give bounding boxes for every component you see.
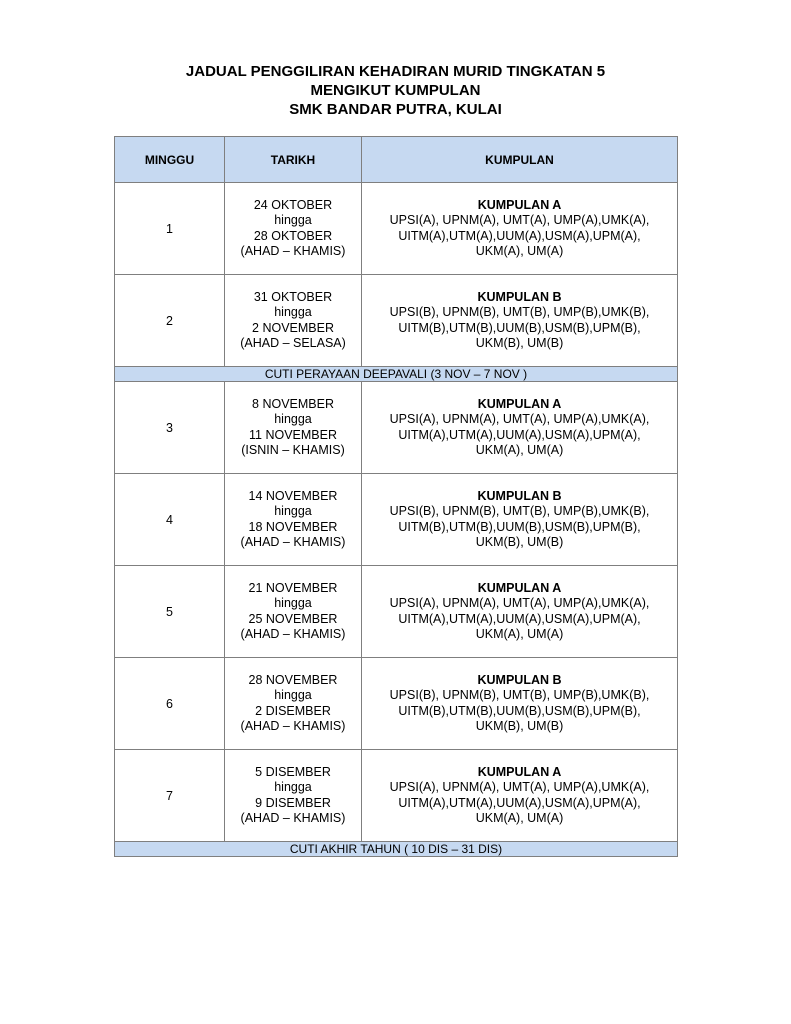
week-number: 7 bbox=[115, 750, 225, 842]
date-cell bbox=[225, 474, 362, 566]
title-line-2: MENGIKUT KUMPULAN bbox=[310, 82, 481, 99]
date-end: 28 OKTOBER bbox=[253, 228, 333, 243]
date-days: (ISNIN – KHAMIS) bbox=[241, 442, 345, 457]
date-cell bbox=[225, 658, 362, 750]
group-line: UKM(A), UM(A) bbox=[475, 626, 564, 641]
group-name: KUMPULAN B bbox=[477, 672, 562, 687]
group-line: UITM(A),UTM(A),UUM(A),USM(A),UPM(A), bbox=[398, 795, 641, 810]
date-cell bbox=[225, 566, 362, 658]
group-line: UKM(A), UM(A) bbox=[475, 243, 564, 258]
header-minggu: MINGGU bbox=[115, 137, 225, 183]
date-to: hingga bbox=[274, 596, 312, 611]
date-days: (AHAD – KHAMIS) bbox=[240, 243, 346, 258]
date-to: hingga bbox=[274, 688, 312, 703]
group-cell bbox=[362, 275, 678, 367]
date-end: 18 NOVEMBER bbox=[248, 519, 338, 534]
week-number: 3 bbox=[115, 382, 225, 474]
title-line-1: JADUAL PENGGILIRAN KEHADIRAN MURID TINGKATAN 5 bbox=[185, 63, 606, 80]
title-line-3: SMK BANDAR PUTRA, KULAI bbox=[289, 101, 502, 118]
week-number: 1 bbox=[115, 183, 225, 275]
holiday-deepavali: CUTI PERAYAAN DEEPAVALI (3 NOV – 7 NOV ) bbox=[115, 367, 678, 382]
date-to: hingga bbox=[274, 412, 312, 427]
group-name: KUMPULAN A bbox=[477, 580, 562, 595]
group-name: KUMPULAN B bbox=[477, 289, 562, 304]
date-start: 31 OKTOBER bbox=[253, 289, 333, 304]
group-line: UITM(A),UTM(A),UUM(A),USM(A),UPM(A), bbox=[398, 611, 641, 626]
group-name: KUMPULAN A bbox=[477, 764, 562, 779]
group-line: UKM(A), UM(A) bbox=[475, 442, 564, 457]
date-to: hingga bbox=[274, 780, 312, 795]
date-cell bbox=[225, 382, 362, 474]
date-days: (AHAD – KHAMIS) bbox=[240, 718, 346, 733]
schedule-table bbox=[114, 136, 678, 857]
date-cell bbox=[225, 750, 362, 842]
group-cell bbox=[362, 474, 678, 566]
table-row bbox=[115, 382, 678, 474]
group-cell bbox=[362, 382, 678, 474]
group-line: UITM(B),UTM(B),UUM(B),USM(B),UPM(B), bbox=[398, 703, 641, 718]
date-start: 21 NOVEMBER bbox=[248, 580, 338, 595]
table-row bbox=[115, 275, 678, 367]
date-cell bbox=[225, 275, 362, 367]
group-name: KUMPULAN B bbox=[477, 488, 562, 503]
week-number: 4 bbox=[115, 474, 225, 566]
date-end: 2 DISEMBER bbox=[255, 703, 331, 718]
date-days: (AHAD – SELASA) bbox=[240, 335, 346, 350]
group-line: UPSI(A), UPNM(A), UMT(A), UMP(A),UMK(A), bbox=[389, 780, 650, 795]
group-line: UPSI(B), UPNM(B), UMT(B), UMP(B),UMK(B), bbox=[389, 305, 650, 320]
holiday-row bbox=[115, 367, 678, 382]
group-line: UPSI(A), UPNM(A), UMT(A), UMP(A),UMK(A), bbox=[389, 213, 650, 228]
document-title bbox=[0, 62, 791, 119]
group-cell bbox=[362, 750, 678, 842]
date-to: hingga bbox=[274, 305, 312, 320]
group-name: KUMPULAN A bbox=[477, 197, 562, 212]
group-cell bbox=[362, 658, 678, 750]
group-line: UKM(B), UM(B) bbox=[475, 534, 564, 549]
table-row bbox=[115, 183, 678, 275]
group-line: UKM(B), UM(B) bbox=[475, 335, 564, 350]
date-cell bbox=[225, 183, 362, 275]
group-line: UPSI(B), UPNM(B), UMT(B), UMP(B),UMK(B), bbox=[389, 504, 650, 519]
date-end: 11 NOVEMBER bbox=[249, 427, 337, 442]
date-end: 2 NOVEMBER bbox=[252, 320, 334, 335]
date-days: (AHAD – KHAMIS) bbox=[240, 534, 346, 549]
date-start: 24 OKTOBER bbox=[253, 197, 333, 212]
group-line: UKM(B), UM(B) bbox=[475, 718, 564, 733]
group-line: UITM(A),UTM(A),UUM(A),USM(A),UPM(A), bbox=[398, 427, 641, 442]
date-start: 8 NOVEMBER bbox=[252, 396, 334, 411]
date-end: 25 NOVEMBER bbox=[248, 611, 338, 626]
group-line: UPSI(A), UPNM(A), UMT(A), UMP(A),UMK(A), bbox=[389, 412, 650, 427]
group-line: UKM(A), UM(A) bbox=[475, 810, 564, 825]
table-row bbox=[115, 750, 678, 842]
group-line: UITM(A),UTM(A),UUM(A),USM(A),UPM(A), bbox=[398, 228, 641, 243]
week-number: 5 bbox=[115, 566, 225, 658]
table-header-row bbox=[115, 137, 678, 183]
date-start: 14 NOVEMBER bbox=[248, 488, 338, 503]
holiday-row bbox=[115, 842, 678, 857]
group-cell bbox=[362, 566, 678, 658]
group-line: UPSI(A), UPNM(A), UMT(A), UMP(A),UMK(A), bbox=[389, 596, 650, 611]
date-days: (AHAD – KHAMIS) bbox=[240, 810, 346, 825]
header-kumpulan: KUMPULAN bbox=[362, 137, 678, 183]
table-row bbox=[115, 474, 678, 566]
date-to: hingga bbox=[274, 213, 312, 228]
header-tarikh: TARIKH bbox=[225, 137, 362, 183]
group-line: UITM(B),UTM(B),UUM(B),USM(B),UPM(B), bbox=[398, 320, 641, 335]
table-row bbox=[115, 658, 678, 750]
date-end: 9 DISEMBER bbox=[255, 795, 331, 810]
week-number: 2 bbox=[115, 275, 225, 367]
week-number: 6 bbox=[115, 658, 225, 750]
group-cell bbox=[362, 183, 678, 275]
group-line: UITM(B),UTM(B),UUM(B),USM(B),UPM(B), bbox=[398, 519, 641, 534]
table-row bbox=[115, 566, 678, 658]
date-days: (AHAD – KHAMIS) bbox=[240, 626, 346, 641]
date-start: 28 NOVEMBER bbox=[248, 672, 338, 687]
group-name: KUMPULAN A bbox=[477, 396, 562, 411]
group-line: UPSI(B), UPNM(B), UMT(B), UMP(B),UMK(B), bbox=[389, 688, 650, 703]
holiday-year-end: CUTI AKHIR TAHUN ( 10 DIS – 31 DIS) bbox=[115, 842, 678, 857]
date-start: 5 DISEMBER bbox=[255, 764, 331, 779]
date-to: hingga bbox=[274, 504, 312, 519]
